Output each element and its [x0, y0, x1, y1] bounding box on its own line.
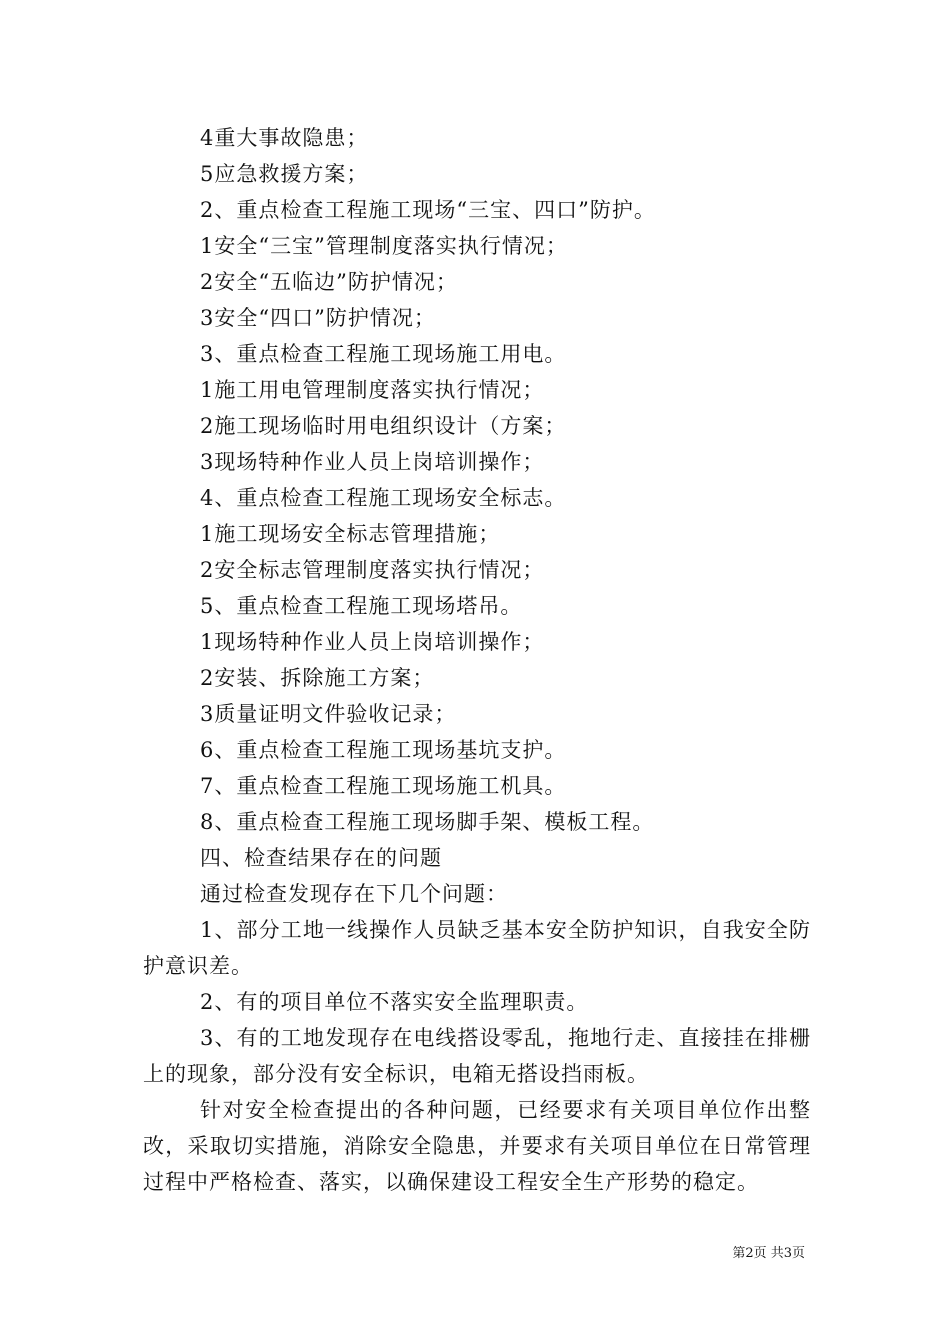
page-number-footer: 第2页 共3页	[732, 1246, 805, 1261]
text-line: 5、重点检查工程施工现场塔吊。	[200, 594, 523, 618]
text-line: 1施工用电管理制度落实执行情况；	[200, 378, 545, 402]
text-line: 1现场特种作业人员上岗培训操作；	[200, 630, 545, 654]
text-line: 2安装、拆除施工方案；	[200, 666, 435, 690]
text-line: 3现场特种作业人员上岗培训操作；	[200, 450, 545, 474]
text-line: 7、重点检查工程施工现场施工机具。	[200, 774, 567, 798]
text-line: 4重大事故隐患；	[200, 126, 369, 150]
text-line: 3质量证明文件验收记录；	[200, 702, 457, 726]
section-heading: 四、检查结果存在的问题	[200, 846, 442, 870]
text-line: 2安全“五临边”防护情况；	[200, 270, 458, 294]
text-line: 2、重点检查工程施工现场“三宝、四口”防护。	[200, 198, 656, 222]
text-line: 8、重点检查工程施工现场脚手架、模板工程。	[200, 810, 655, 834]
text-line: 2施工现场临时用电组织设计（方案；	[200, 414, 567, 438]
text-line: 5应急救援方案；	[200, 162, 369, 186]
paragraph: 3、有的工地发现存在电线搭设零乱，拖地行走、直接挂在排栅上的现象，部分没有安全标识，电箱无搭设挡雨板。	[143, 1026, 811, 1086]
text-line: 2安全标志管理制度落实执行情况；	[200, 558, 545, 582]
text-line: 3安全“四口”防护情况；	[200, 306, 436, 330]
text-line: 1施工现场安全标志管理措施；	[200, 522, 501, 546]
paragraph: 1、部分工地一线操作人员缺乏基本安全防护知识，自我安全防护意识差。	[143, 918, 811, 978]
paragraph: 针对安全检查提出的各种问题，已经要求有关项目单位作出整改，采取切实措施，消除安全隐患，并要求有关项目单位在日常管理过程中严格检查、落实，以确保建设工程安全生产形势的稳定。	[143, 1098, 811, 1194]
paragraph: 2、有的项目单位不落实安全监理职责。	[200, 990, 589, 1014]
text-line: 1安全“三宝”管理制度落实执行情况；	[200, 234, 568, 258]
text-line: 4、重点检查工程施工现场安全标志。	[200, 486, 567, 510]
text-line: 6、重点检查工程施工现场基坑支护。	[200, 738, 567, 762]
text-line: 3、重点检查工程施工现场施工用电。	[200, 342, 567, 366]
text-line: 通过检查发现存在下几个问题：	[200, 882, 508, 906]
